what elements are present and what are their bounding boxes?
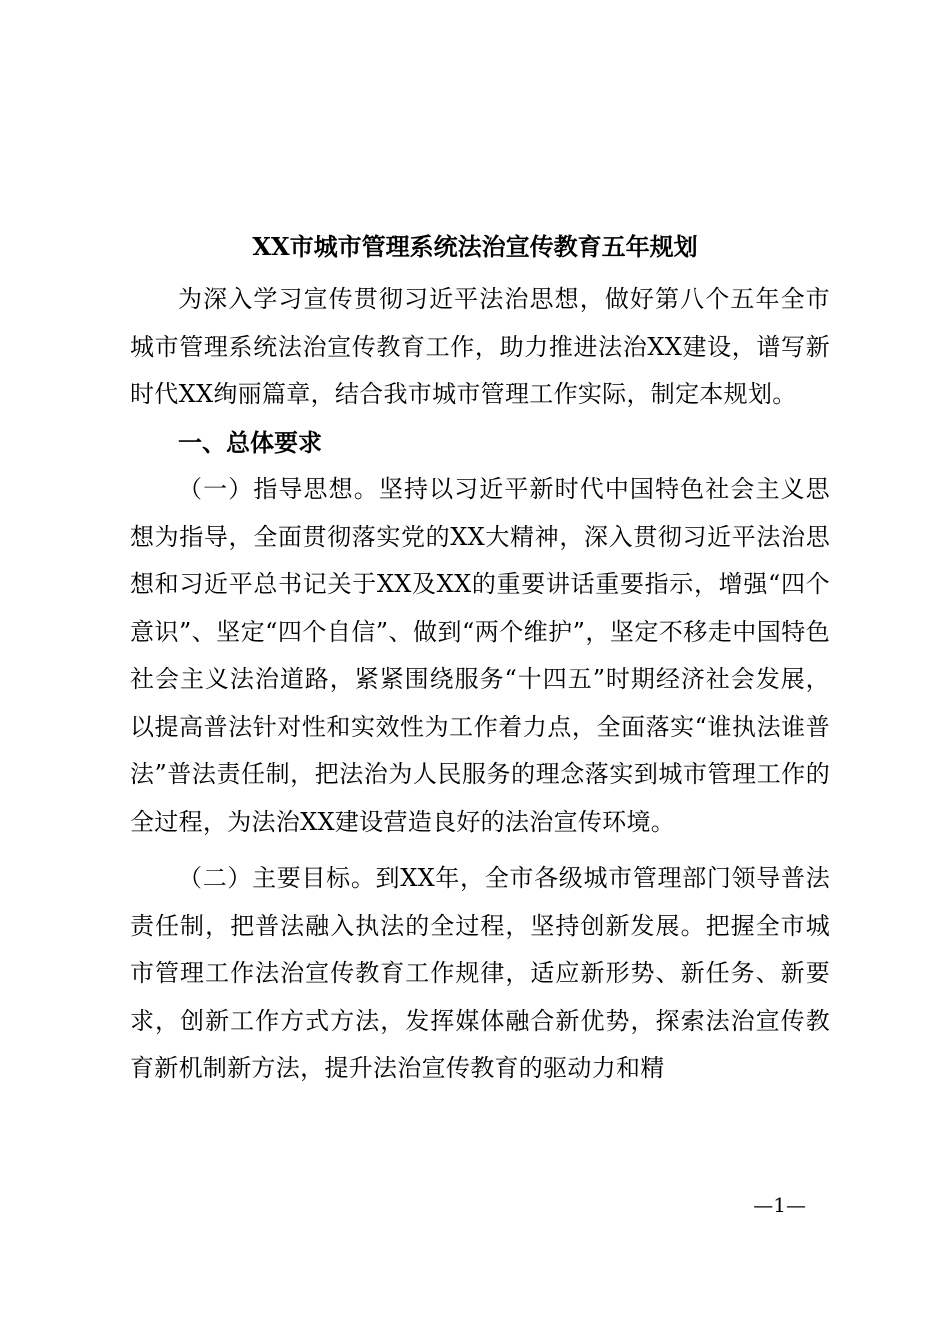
document-body — [130, 276, 830, 1093]
section-heading-general-requirements: 一、总体要求 — [178, 427, 322, 457]
main-goals-paragraph: （二）主要目标。到XX年，全市各级城市管理部门领导普法责任制，把普法融入执法的全过程，坚持创新发展。把握全市城市管理工作法治宣传教育工作规律，适应新形势、新任务、新要求，创新工作方式方法，发挥媒体融合新优势，探索法治宣传教育新机制新方法，提升法治宣传教育的驱动力和精 — [130, 864, 830, 1082]
paragraph-spacer — [130, 846, 830, 855]
page-number: —1— — [753, 1193, 806, 1217]
document-title: XX市城市管理系统法治宣传教育五年规划 — [252, 232, 698, 261]
guiding-ideology-paragraph: （一）指导思想。坚持以习近平新时代中国特色社会主义思想为指导，全面贯彻落实党的XX大精神，深入贯彻习近平法治思想和习近平总书记关于XX及XX的重要讲话重要指示，增强“四个意识”、坚定“四个自信”、做到“两个维护”，坚定不移走中国特色社会主义法治道路，紧紧围绕服务“十四五”时期经济社会发展，以提高普法针对性和实效性为工作着力点，全面落实“谁执法谁普法”普法责任制，把法治为人民服务的理念落实到城市管理工作的全过程，为法治XX建设营造良好的法治宣传环境。 — [130, 475, 830, 836]
intro-paragraph: 为深入学习宣传贯彻习近平法治思想，做好第八个五年全市城市管理系统法治宣传教育工作，助力推进法治XX建设，谱写新时代XX绚丽篇章，结合我市城市管理工作实际，制定本规划。 — [130, 285, 830, 408]
